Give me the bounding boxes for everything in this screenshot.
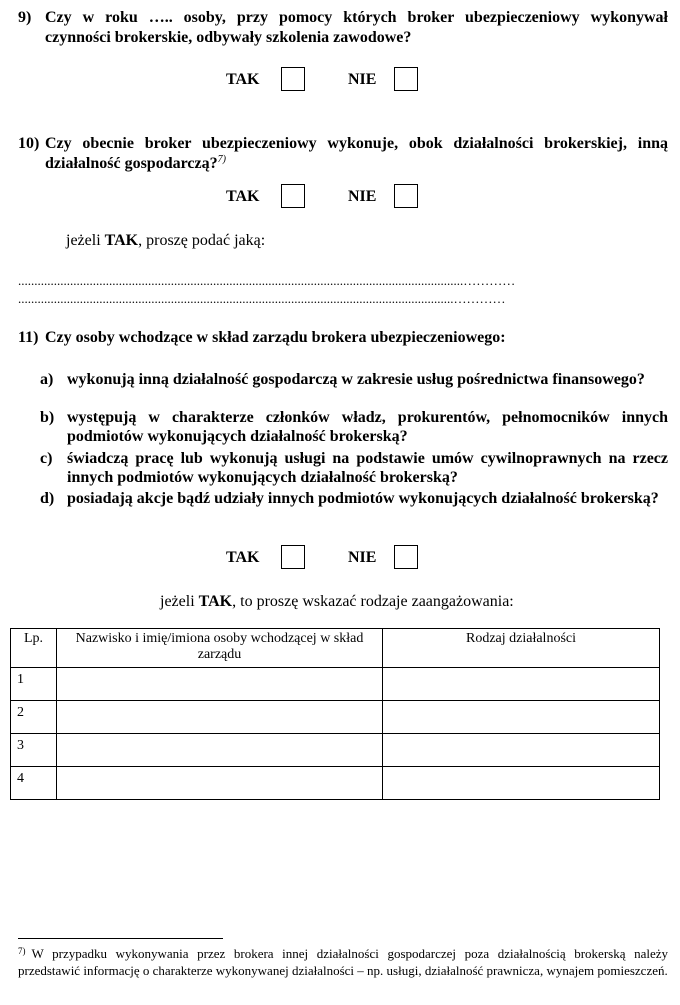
instruction-bold: TAK <box>104 232 139 249</box>
instruction-prefix: jeżeli <box>66 232 105 249</box>
sub-item-letter: a) <box>40 371 54 388</box>
instruction-prefix: jeżeli <box>160 593 199 610</box>
sub-item-letter: d) <box>40 490 55 507</box>
name-cell[interactable] <box>57 734 383 767</box>
row-number: 1 <box>11 668 57 701</box>
no-checkbox[interactable] <box>394 545 418 569</box>
question-9 <box>18 8 668 52</box>
yes-label: TAK <box>226 71 260 88</box>
sub-item-c <box>40 449 668 489</box>
name-cell[interactable] <box>57 767 383 800</box>
name-cell[interactable] <box>57 701 383 734</box>
question-text-wrap <box>45 134 668 174</box>
footnote <box>18 945 668 979</box>
sub-item-text: wykonują inną działalność gospodarczą w zakresie usług pośrednictwa finansowego? <box>67 371 645 388</box>
sub-item-b <box>40 408 668 448</box>
management-table <box>10 628 660 800</box>
sub-item-letter: c) <box>40 450 53 467</box>
sub-item-a <box>40 370 668 410</box>
yes-checkbox[interactable] <box>281 545 305 569</box>
footnote-text: W przypadku wykonywania przez brokera innej działalności gospodarczej poza działalnością brokerską należy przedstawić informację o charakterze wykonywanej działalności – np. usługi, działalność prawnicza, wynajem pomieszczeń. <box>18 946 668 978</box>
question-number: 10) <box>18 135 40 152</box>
yes-label: TAK <box>226 549 260 566</box>
question-text: Czy w roku ….. osoby, przy pomocy których broker ubezpieczeniowy wykonywał czynności brokerskie, odbywały szkolenia zawodowe? <box>45 9 668 46</box>
footnote-marker: 7) <box>18 946 26 956</box>
yes-checkbox[interactable] <box>281 67 305 91</box>
table-row <box>11 701 660 734</box>
column-header-name: Nazwisko i imię/imiona osoby wchodzącej w skład zarządu <box>57 629 383 668</box>
question-text: Czy obecnie broker ubezpieczeniowy wykonuje, obok działalności brokerskiej, inną działalność gospodarczą? <box>45 135 668 172</box>
question-11 <box>18 328 668 350</box>
footnote-divider <box>18 938 223 939</box>
yes-checkbox[interactable] <box>281 184 305 208</box>
instruction-suffix: , to proszę wskazać rodzaje zaangażowania: <box>232 593 514 610</box>
if-yes-instruction <box>66 231 265 251</box>
if-yes-instruction <box>160 592 514 612</box>
question-10 <box>18 134 668 178</box>
no-label: NIE <box>348 549 377 566</box>
column-header-lp: Lp. <box>11 629 57 668</box>
table-header-row <box>11 629 660 668</box>
row-number: 3 <box>11 734 57 767</box>
sub-item-text: posiadają akcje bądź udziały innych podmiotów wykonujących działalność brokerską? <box>67 490 659 507</box>
no-label: NIE <box>348 71 377 88</box>
activity-cell[interactable] <box>383 668 660 701</box>
table-row <box>11 767 660 800</box>
question-number: 9) <box>18 9 32 26</box>
activity-cell[interactable] <box>383 767 660 800</box>
no-checkbox[interactable] <box>394 67 418 91</box>
instruction-bold: TAK <box>198 593 233 610</box>
footnote-ref: 7) <box>217 154 226 165</box>
answer-line-1[interactable]: .........................................................................................................................................………… <box>18 274 516 288</box>
no-checkbox[interactable] <box>394 184 418 208</box>
sub-item-letter: b) <box>40 409 55 426</box>
no-label: NIE <box>348 188 377 205</box>
sub-item-text: występują w charakterze członków władz, prokurentów, pełnomocników innych podmiotów wykonujących działalność brokerską? <box>67 409 668 445</box>
table-row <box>11 734 660 767</box>
sub-item-text: świadczą pracę lub wykonują usługi na podstawie umów cywilnoprawnych na rzecz innych podmiotów wykonujących działalność brokerską? <box>67 450 668 486</box>
answer-line-2[interactable]: ......................................................................................................................................………… <box>18 292 506 306</box>
question-number: 11) <box>18 329 39 346</box>
column-header-activity: Rodzaj działalności <box>383 629 660 668</box>
question-text: Czy osoby wchodzące w skład zarządu brokera ubezpieczeniowego: <box>45 329 506 346</box>
instruction-suffix: , proszę podać jaką: <box>138 232 266 249</box>
name-cell[interactable] <box>57 668 383 701</box>
activity-cell[interactable] <box>383 701 660 734</box>
table-row <box>11 668 660 701</box>
activity-cell[interactable] <box>383 734 660 767</box>
sub-item-d <box>40 489 668 529</box>
row-number: 2 <box>11 701 57 734</box>
yes-label: TAK <box>226 188 260 205</box>
row-number: 4 <box>11 767 57 800</box>
